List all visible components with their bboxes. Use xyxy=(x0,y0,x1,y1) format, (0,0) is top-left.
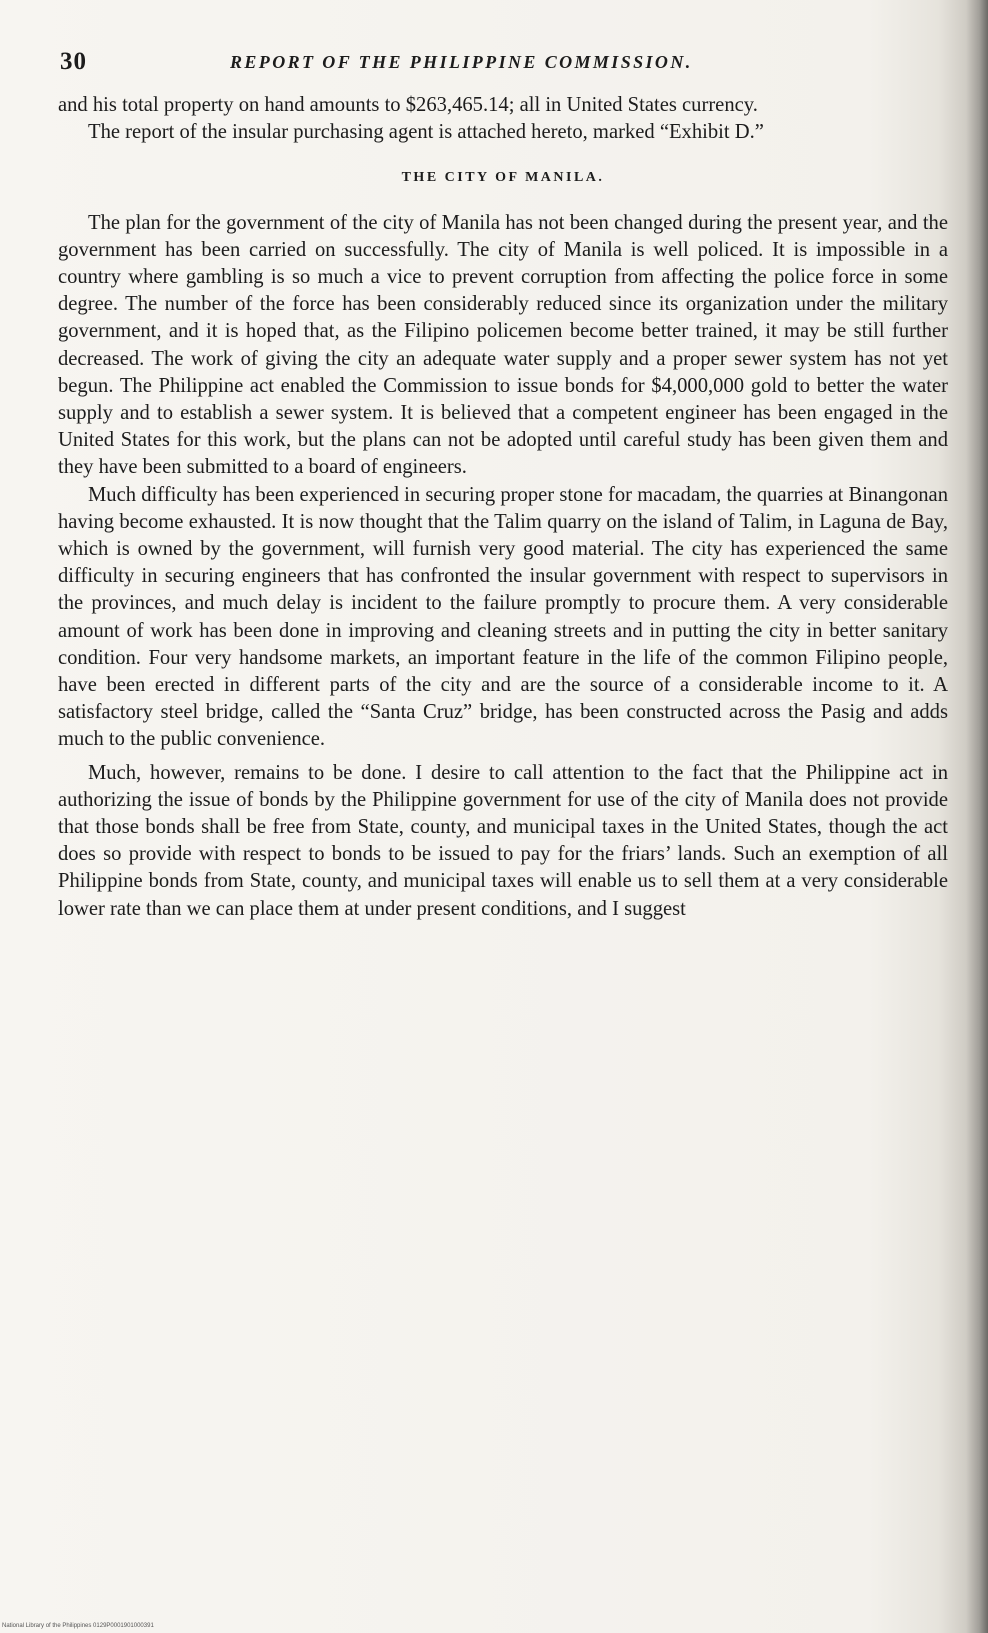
paragraph: The report of the insular purchasing agent is attached hereto, marked “Exhibit D.” xyxy=(88,121,764,144)
page-number: 30 xyxy=(60,48,87,75)
section-heading: THE CITY OF MANILA. xyxy=(401,170,605,186)
paragraph: Much difficulty has been experienced in securing proper stone for macadam, the quarries at Binangonan having become exhausted. It is now thought that the Talim quarry on the island of Talim, in Laguna de Bay, which is owned by the government, will furnish very good material. The city has experienced the same difficulty in securing engineers that has confronted the insular government with respect to supervisors in the provinces, and much delay is incident to the failure promptly to procure them. A very considerable amount of work has been done in improving and cleaning streets and in putting the city in better sanitary condition. Four very handsome markets, an important feature in the life of the common Filipino people, have been erected in different parts of the city and are the source of a considerable income to it. A satisfactory steel bridge, called the “Santa Cruz” bridge, has been constructed across the Pasig and adds much to the public convenience. xyxy=(58,483,948,751)
paragraph: Much, however, remains to be done. I desire to call attention to the fact that the Philippine act in authorizing the issue of bonds by the Philippine government for use of the city of Manila does not provide that those bonds shall be free from State, county, and municipal taxes in the United States, though the act does so provide with respect to bonds to be issued to pay for the friars’ lands. Such an exemption of all Philippine bonds from State, county, and municipal taxes will enable us to sell them at a very considerable lower rate than we can place them at under present conditions, and I suggest xyxy=(58,761,948,920)
page-header xyxy=(60,48,948,78)
paragraph: and his total property on hand amounts to $263,465.14; all in United States currency. xyxy=(58,94,758,116)
paragraph: The plan for the government of the city of Manila has not been changed during the present year, and the government has been carried on successfully. The city of Manila is well policed. It is impossible in a country where gambling is so much a vice to prevent corruption from affecting the police force in some degree. The number of the force has been considerably reduced since its organization under the military government, and it is hoped that, as the Filipino policemen become better trained, it may be still further decreased. The work of giving the city an adequate water supply and a proper sewer system has not yet begun. The Philippine act enabled the Commission to issue bonds for $4,000,000 gold to better the water supply and to establish a sewer system. It is believed that a competent engineer has been engaged in the United States for this work, but the plans can not be adopted until careful study has been given them and they have been submitted to a board of engineers. xyxy=(58,211,948,479)
page-edge-shadow xyxy=(966,0,988,1633)
running-title: REPORT OF THE PHILIPPINE COMMISSION. xyxy=(230,52,693,72)
body-text xyxy=(58,92,948,923)
scan-footer-note: National Library of the Philippines 0129P0001901000391 xyxy=(2,1623,154,1629)
